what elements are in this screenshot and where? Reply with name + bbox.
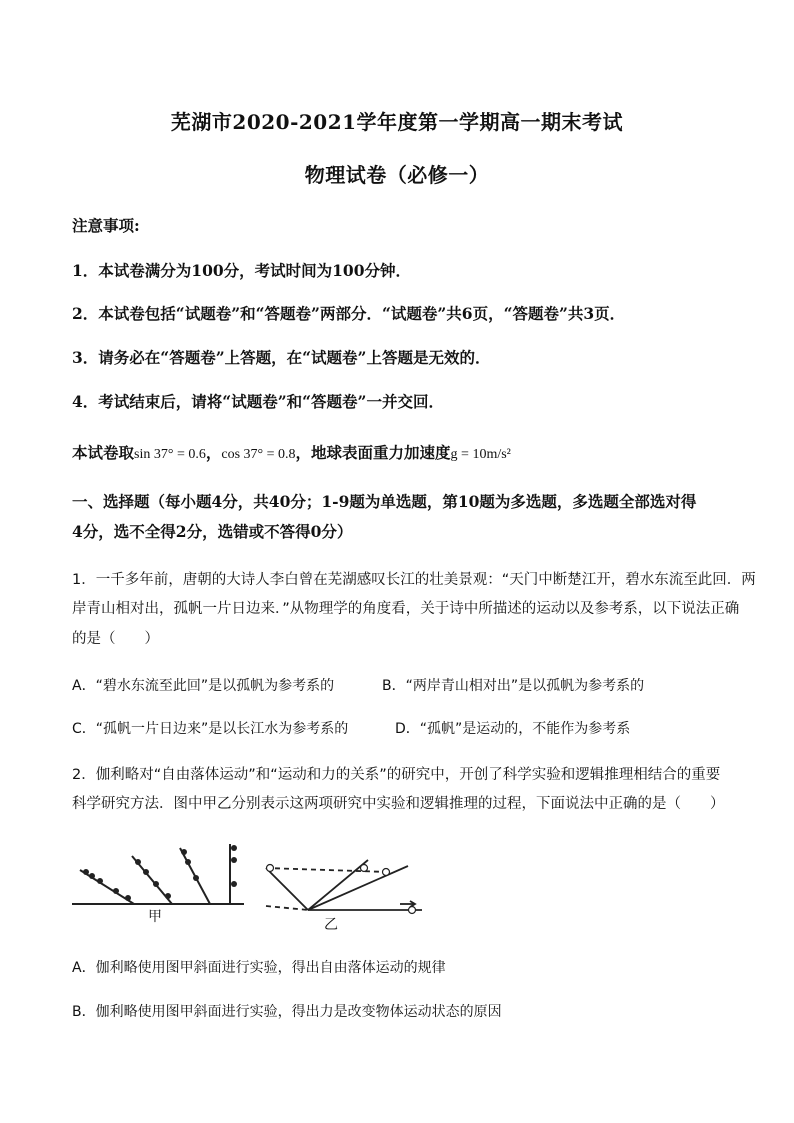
yi-left-ramp: [266, 868, 308, 910]
sin-expression: sin 37° = 0.6: [134, 447, 206, 462]
cos-expression: cos 37° = 0.8: [221, 447, 296, 462]
constants-sep: ，: [205, 443, 222, 462]
galileo-figure-svg: [72, 834, 452, 934]
figure-label-jia: 甲: [148, 909, 162, 925]
constants-line: [72, 441, 732, 463]
section1-line2: 4分，选不全得2分，选错或不答得0分）: [72, 522, 353, 541]
q1-option-a: A．“碧水东流至此回”是以孤帆为参考系的: [72, 678, 335, 694]
section1-line1: 一、选择题（每小题4分，共40分；1-9题为单选题，第10题为多选题，多选题全部选对得: [72, 492, 697, 511]
exam-title: 芜湖市2020-2021学年度第一学期高一期末考试: [170, 110, 624, 134]
figure-jia-balls: [83, 845, 237, 901]
yi-right-ramp-gentle: [308, 866, 408, 910]
figure-yi-ramps: [266, 860, 422, 910]
figure-label-yi: 乙: [324, 917, 338, 933]
notice-item-4: 4．考试结束后，请将“试题卷”和“答题卷”一并交回．: [72, 392, 444, 411]
gravity-text: ，地球表面重力加速度: [295, 443, 451, 462]
q1-line3: 的是（ ）: [72, 631, 159, 647]
q2-line2: 科学研究方法．图中甲乙分别表示这两项研究中实验和逻辑推理的过程，下面说法中正确的是（ ）: [72, 796, 725, 812]
notice-item-2: 2．本试卷包括“试题卷”和“答题卷”两部分．“试题卷”共6页，“答题卷”共3页．: [72, 304, 626, 323]
q2-option-b: B．伽利略使用图甲斜面进行实验，得出力是改变物体运动状态的原因: [72, 1004, 502, 1020]
galileo-figure: [72, 834, 452, 934]
yi-right-ramp-steep: [308, 860, 368, 910]
notice-heading: 注意事项:: [72, 216, 140, 235]
q2-line1: 2．伽利略对“自由落体运动”和“运动和力的关系”的研究中，开创了科学实验和逻辑推理相结合的重要: [72, 767, 721, 783]
yi-height-dashed: [266, 868, 388, 872]
figure-jia-inclines: [72, 844, 244, 904]
yi-base-dashed: [266, 906, 308, 910]
q1-option-c: C．“孤帆一片日边来”是以长江水为参考系的: [72, 721, 349, 737]
constants-prefix: 本试卷取: [72, 443, 135, 462]
notice-item-1: 1．本试卷满分为100分，考试时间为100分钟．: [72, 261, 411, 280]
q1-option-b: B．“两岸青山相对出”是以孤帆为参考系的: [382, 678, 645, 694]
q1-line2: 岸青山相对出，孤帆一片日边来．”从物理学的角度看，关于诗中所描述的运动以及参考系，以下说法正确: [72, 601, 740, 617]
gravity-expression: g = 10m/s²: [450, 447, 511, 462]
exam-subtitle: 物理试卷（必修一）: [304, 163, 490, 187]
notice-item-3: 3．请务必在“答题卷”上答题，在“试题卷”上答题是无效的．: [72, 348, 491, 367]
q1-line1: 1．一千多年前，唐朝的大诗人李白曾在芜湖感叹长江的壮美景观：“天门中断楚江开，碧水东流至此回．两: [72, 572, 756, 588]
q1-option-d: D．“孤帆”是运动的，不能作为参考系: [395, 721, 631, 737]
q2-option-a: A．伽利略使用图甲斜面进行实验，得出自由落体运动的规律: [72, 960, 446, 976]
